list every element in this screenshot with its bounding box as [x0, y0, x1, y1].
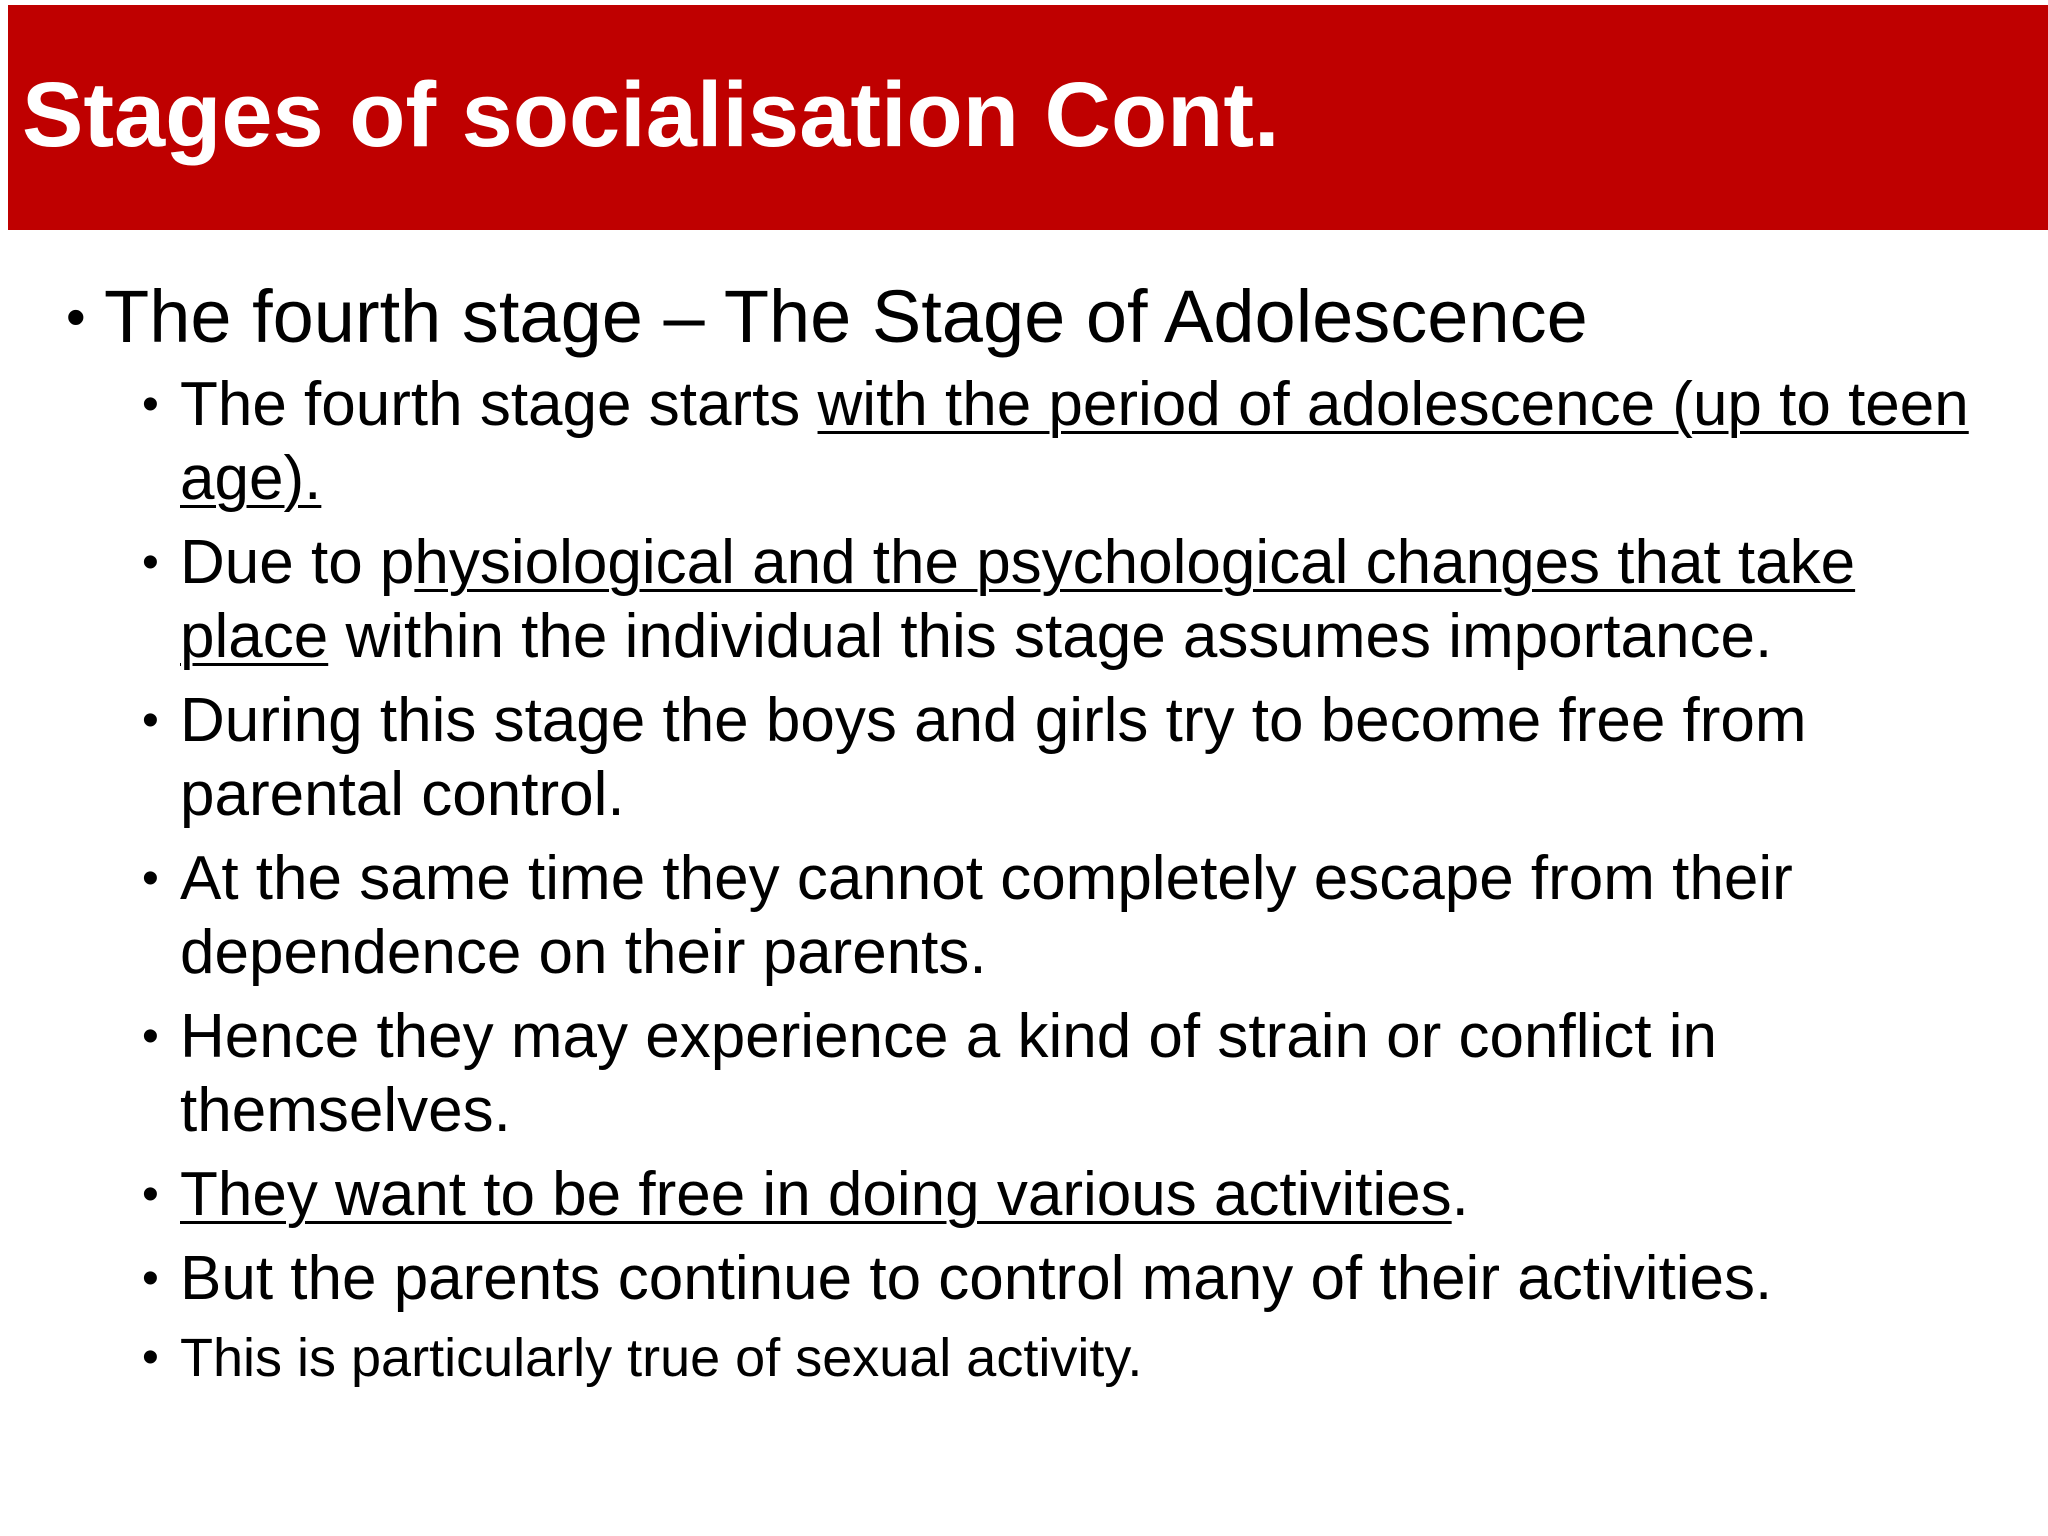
sub-bullet-want-to-be-free — [180, 1158, 2020, 1232]
sub-bullet-strain-conflict: • Hence they may experience a kind of strain or conflict in themselves. — [180, 1000, 2020, 1148]
slide-content — [0, 272, 2048, 1400]
slide-title: Stages of socialisation Cont. — [22, 64, 1280, 166]
sub-bullet-fourth-stage-start — [180, 368, 2020, 516]
main-bullet: • The fourth stage – The Stage of Adolescence — [104, 272, 2048, 362]
underlined-segment: with the period of adolescence (up to teen age). — [180, 370, 1969, 513]
sub-bullet-physiological-changes — [180, 526, 2020, 674]
text-segment: Due to p — [180, 528, 415, 597]
sub-bullet-free-from-control: • During this stage the boys and girls try to become free from parental control. — [180, 684, 2020, 832]
underlined-segment: hysiological and the psychological changes that take place — [180, 528, 1856, 671]
text-segment: The fourth stage starts — [180, 370, 818, 439]
sub-bullet-sexual-activity: • This is particularly true of sexual activity. — [180, 1326, 2020, 1390]
sub-bullet-list — [0, 368, 2048, 1390]
sub-bullet-dependence: • At the same time they cannot completely escape from their dependence on their parents. — [180, 842, 2020, 990]
text-segment: . — [1451, 1160, 1469, 1229]
text-segment: within the individual this stage assumes importance. — [328, 602, 1773, 671]
sub-bullet-parents-control: • But the parents continue to control many of their activities. — [180, 1242, 2020, 1316]
underlined-segment: They want to be free in doing various activities — [180, 1160, 1452, 1229]
